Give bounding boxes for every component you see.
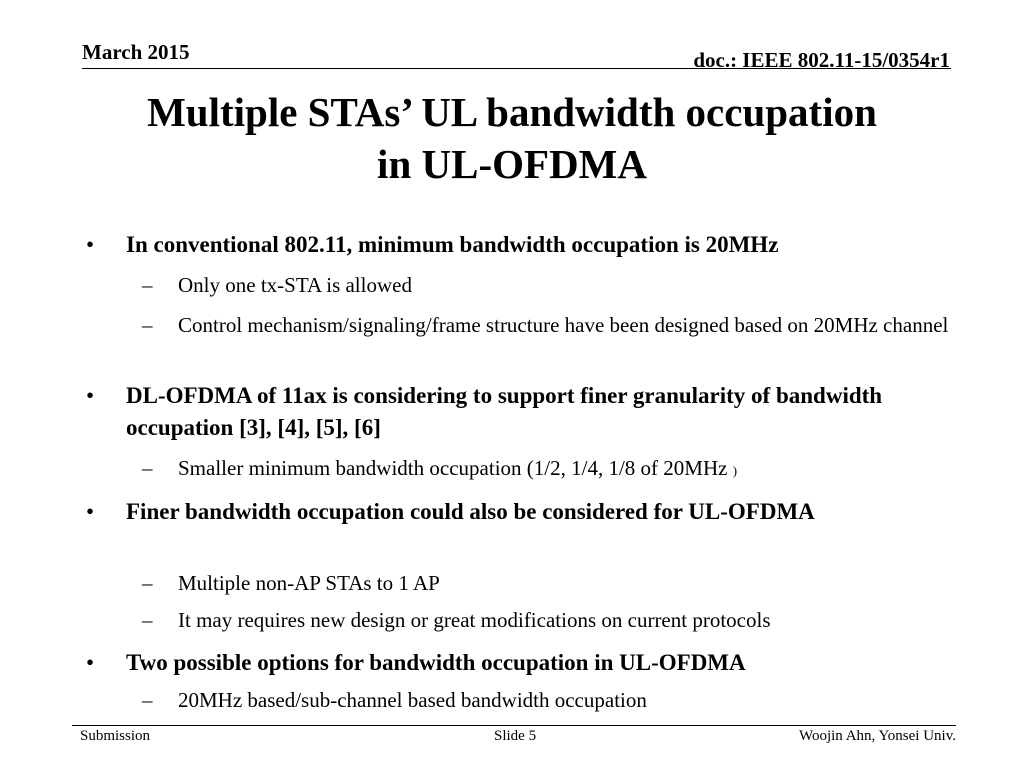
- sub-bullet-4-1-text: 20MHz based/sub-channel based bandwidth occupation: [178, 688, 647, 712]
- bullet-marker: •: [86, 499, 95, 524]
- dash-marker: –: [142, 608, 153, 632]
- header-doc-id: doc.: IEEE 802.11-15/0354r1: [693, 48, 950, 72]
- dash-marker: –: [142, 313, 153, 337]
- sub-bullet-3-1-text: Multiple non-AP STAs to 1 AP: [178, 571, 440, 595]
- bullet-marker: •: [86, 383, 95, 408]
- slide-title-line-1: Multiple STAs’ UL bandwidth occupation: [147, 89, 877, 135]
- bullet-marker: •: [86, 232, 95, 257]
- footer-divider: [72, 725, 956, 726]
- bullet-4-text: Two possible options for bandwidth occupation in UL-OFDMA: [126, 650, 746, 675]
- dash-marker: –: [142, 273, 153, 297]
- sub-bullet-4-1: [142, 686, 958, 714]
- bullet-1: [86, 229, 946, 261]
- bullet-2: [86, 380, 946, 444]
- dash-marker: –: [142, 456, 153, 480]
- sub-bullet-2-1: [142, 454, 958, 485]
- sub-bullet-3-2: [142, 606, 958, 634]
- bullet-marker: •: [86, 650, 95, 675]
- bullet-2-text: DL-OFDMA of 11ax is considering to support finer granularity of bandwidth occupation [3], [4], [5], [6]: [126, 383, 883, 440]
- sub-bullet-1-1-text: Only one tx-STA is allowed: [178, 273, 412, 297]
- dash-marker: –: [142, 688, 153, 712]
- bullet-4: [86, 647, 946, 679]
- sub-bullet-1-2: [142, 311, 958, 339]
- footer-slide-number: Slide 5: [494, 728, 537, 744]
- sub-bullet-3-1: [142, 569, 958, 597]
- slide-title-line-2: in UL-OFDMA: [377, 141, 647, 187]
- sub-bullet-3-2-text: It may requires new design or great modifications on current protocols: [178, 608, 771, 632]
- footer-author: Woojin Ahn, Yonsei Univ.: [798, 728, 956, 744]
- sub-bullet-1-2-text: Control mechanism/signaling/frame structure have been designed based on 20MHz channel: [178, 313, 949, 337]
- bullet-1-text: In conventional 802.11, minimum bandwidth occupation is 20MHz: [126, 232, 779, 257]
- footer-submission: Submission: [80, 728, 151, 744]
- sub-bullet-2-1-text: Smaller minimum bandwidth occupation (1/2, 1/4, 1/8 of 20MHz: [178, 456, 728, 480]
- dash-marker: –: [142, 571, 153, 595]
- bullet-3: [86, 496, 946, 528]
- bullet-3-text: Finer bandwidth occupation could also be considered for UL-OFDMA: [126, 499, 815, 524]
- header-date: March 2015: [82, 40, 190, 64]
- sub-bullet-1-1: [142, 271, 958, 299]
- sub-bullet-2-1-tail: ): [732, 463, 738, 478]
